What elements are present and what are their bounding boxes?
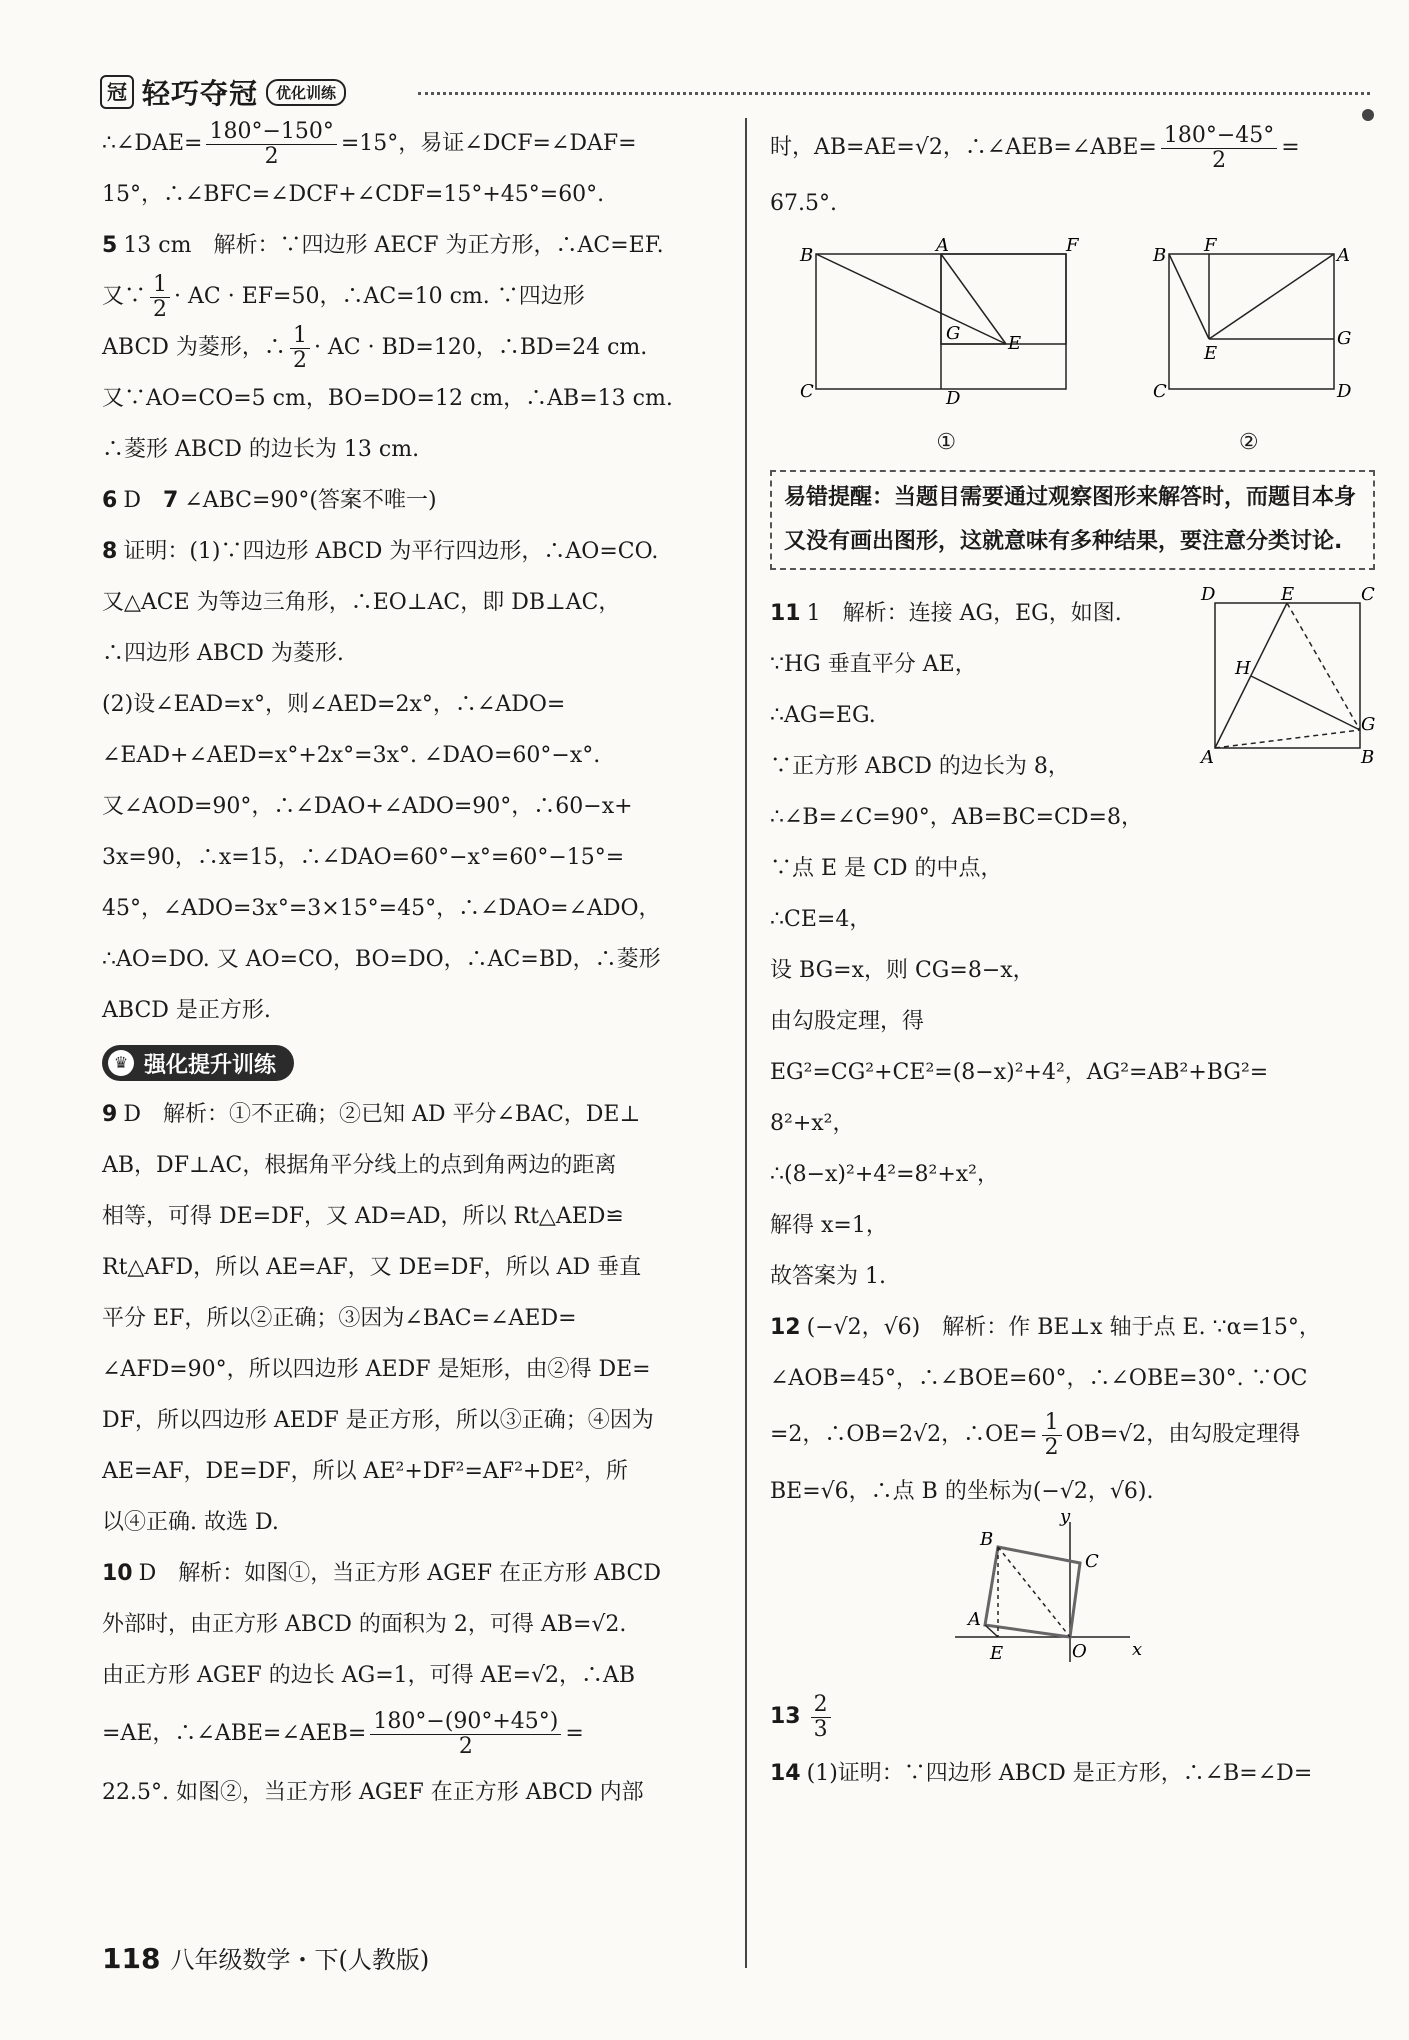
error-tip-label: 易错提醒：: [784, 485, 895, 510]
svg-text:E: E: [990, 1643, 1004, 1664]
answer-line: =2，∴OB=2√2，∴OE= $\frac{1}{2}$ OB=√2，由勾股定理得: [770, 1409, 1301, 1460]
svg-text:D: D: [1201, 584, 1216, 605]
section-banner: ♛ 强化提升训练: [102, 1045, 294, 1081]
answer-line: ∴菱形 ABCD 的边长为 13 cm.: [102, 437, 420, 462]
answer-line: 由正方形 AGEF 的边长 AG=1，可得 AE=√2，∴AB: [102, 1663, 636, 1688]
answer-line: 45°，∠ADO=3x°=3×15°=45°，∴∠DAO=∠ADO，: [102, 896, 661, 921]
svg-text:D: D: [1336, 381, 1352, 402]
answer-line: 故答案为 1.: [770, 1264, 886, 1289]
svg-text:O: O: [1072, 1641, 1087, 1662]
svg-text:G: G: [1361, 714, 1376, 735]
left-column: [102, 118, 722, 1818]
figure-q12: [770, 1506, 1375, 1686]
svg-text:H: H: [1235, 658, 1251, 679]
answer-line: 设 BG=x，则 CG=8−x，: [770, 958, 1035, 983]
answer-line: EG²=CG²+CE²=(8−x)²+4²，AG²=AB²+BG²=: [770, 1060, 1269, 1085]
question-8: 8 证明：(1)∵四边形 ABCD 为平行四边形，∴AO=CO.: [102, 539, 659, 564]
page-footer: [102, 1940, 429, 1975]
error-tip-box: [770, 470, 1375, 570]
brand: [100, 72, 346, 112]
answer-line: Rt△AFD，所以 AE=AF，又 DE=DF，所以 AD 垂直: [102, 1255, 642, 1280]
answer-line: 又∠AOD=90°，∴∠DAO+∠ADO=90°，∴60−x+: [102, 794, 633, 819]
fraction: $\frac{1}{2}$: [150, 273, 170, 322]
answer-line: ∴AO=DO. 又 AO=CO，BO=DO，∴AC=BD，∴菱形: [102, 947, 661, 972]
fraction: $\frac{180^\circ-45^\circ}{2}$: [1161, 124, 1277, 173]
svg-text:A: A: [936, 235, 950, 256]
svg-text:B: B: [800, 245, 814, 266]
fraction: $\frac{180^\circ-(90^\circ+45^\circ)}{2}$: [370, 1710, 561, 1759]
svg-text:C: C: [800, 381, 815, 402]
answer-line: ∠AOB=45°，∴∠BOE=60°，∴∠OBE=30°. ∵OC: [770, 1366, 1308, 1391]
answer-line: AE=AF，DE=DF，所以 AE²+DF²=AF²+DE²，所: [102, 1459, 628, 1484]
answer-line: 15°，∴∠BFC=∠DCF+∠CDF=15°+45°=60°.: [102, 182, 605, 207]
answer-line: 8²+x²，: [770, 1111, 855, 1136]
svg-text:C: C: [1152, 381, 1167, 402]
brand-name: 轻巧夺冠: [142, 77, 259, 110]
crown-icon: ♛: [108, 1050, 134, 1076]
answer-line: 相等，可得 DE=DF，又 AD=AD，所以 Rt△AED≌: [102, 1204, 624, 1229]
question-5: 5 13 cm 解析：∵四边形 AECF 为正方形，∴AC=EF.: [102, 233, 664, 258]
question-11-text: 11 1 解析：连接 AG，EG，如图. ∵HG 垂直平分 AE， ∴AG=EG. ∵正方形 ABCD 的边长为 8， ∴∠B=∠C=90°，AB=BC=CD=8， ∵点 E 是 CD 的中点， ∴CE=4， 设 BG=x，则 CG=8−x， 由勾股定理，得: [770, 588, 1143, 1047]
svg-text:y: y: [1060, 1506, 1071, 1527]
answer-line: ∵HG 垂直平分 AE，: [770, 652, 977, 677]
fraction: $\frac{1}{2}$: [290, 324, 310, 373]
svg-text:E: E: [1008, 333, 1022, 354]
answer-line: ∠EAD+∠AED=x°+2x°=3x°. ∠DAO=60°−x°.: [102, 743, 601, 768]
answer-line: ∴CE=4，: [770, 907, 872, 932]
answer-line: 又△ACE 为等边三角形，∴EO⊥AC，即 DB⊥AC，: [102, 590, 621, 615]
svg-text:B: B: [980, 1529, 994, 1550]
page-header: [100, 72, 1370, 108]
answer-line: 以④正确. 故选 D.: [102, 1510, 279, 1535]
question-9: 9 D 解析：①不正确；②已知 AD 平分∠BAC，DE⊥: [102, 1102, 641, 1127]
figure-1-diagram: [796, 235, 1096, 409]
answer-line: ∴(8−x)²+4²=8²+x²，: [770, 1162, 999, 1187]
answer-line: ∠AFD=90°，所以四边形 AEDF 是矩形，由②得 DE=: [102, 1357, 651, 1382]
answer-line: ABCD 为菱形，∴ $\frac{1}{2}$ · AC · BD=120，∴BD=24 cm.: [102, 322, 648, 373]
answer-line: (2)设∠EAD=x°，则∠AED=2x°，∴∠ADO=: [102, 692, 566, 717]
header-rule: [418, 92, 1370, 95]
figure-q11-diagram: [1195, 584, 1376, 768]
question-6-7: 6 D 7 ∠ABC=90°(答案不唯一): [102, 488, 437, 513]
question-11: [770, 584, 1376, 1047]
svg-text:D: D: [946, 388, 961, 409]
answer-line: 平分 EF，所以②正确；③因为∠BAC=∠AED=: [102, 1306, 577, 1331]
answer-line: 3x=90，∴x=15，∴∠DAO=60°−x°=60°−15°=: [102, 845, 625, 870]
answer-line: ∴∠B=∠C=90°，AB=BC=CD=8，: [770, 805, 1143, 830]
answer-line: 解得 x=1，: [770, 1213, 888, 1238]
question-13: 13 $\frac{2}{3}$: [770, 1686, 1375, 1748]
svg-text:B: B: [1361, 747, 1375, 768]
svg-text:A: A: [1201, 747, 1214, 768]
fraction: $\frac{180^\circ-150^\circ}{2}$: [206, 120, 336, 169]
svg-text:F: F: [1203, 235, 1217, 256]
answer-line: ∴AG=EG.: [770, 703, 876, 728]
answer-line: 22.5°. 如图②，当正方形 AGEF 在正方形 ABCD 内部: [102, 1780, 644, 1805]
svg-text:E: E: [1281, 584, 1295, 605]
footer-text: 八年级数学・下(人教版): [170, 1946, 430, 1974]
answer-line: 又∵AO=CO=5 cm，BO=DO=12 cm，∴AB=13 cm.: [102, 386, 673, 411]
brand-logo-icon: 冠: [100, 75, 134, 109]
answer-line: 由勾股定理，得: [770, 1009, 925, 1034]
svg-text:G: G: [946, 323, 961, 344]
answer-line: AB，DF⊥AC，根据角平分线上的点到角两边的距离: [102, 1153, 617, 1178]
error-tip-text: 当题目需要通过观察图形来解答时，而题目本身又没有画出图形，这就意味有多种结果，要注意分类讨论.: [784, 485, 1357, 554]
column-divider: [745, 118, 747, 1968]
figure-caption: ②: [1238, 430, 1259, 455]
svg-text:C: C: [1361, 584, 1375, 605]
answer-line: =AE，∴∠ABE=∠AEB= $\frac{180^\circ-(90^\circ+45^\circ)}{2}$ =: [102, 1708, 584, 1759]
answer-line: 外部时，由正方形 ABCD 的面积为 2，可得 AB=√2.: [102, 1612, 627, 1637]
question-14: 14 (1)证明：∵四边形 ABCD 是正方形，∴∠B=∠D=: [770, 1761, 1313, 1786]
svg-text:E: E: [1203, 343, 1217, 364]
svg-text:A: A: [968, 1609, 981, 1630]
answer-line: DF，所以四边形 AEDF 是正方形，所以③正确；④因为: [102, 1408, 654, 1433]
figures-q10: [770, 235, 1375, 458]
answer-line: ∵点 E 是 CD 的中点，: [770, 856, 1003, 881]
svg-text:B: B: [1152, 245, 1166, 266]
svg-text:C: C: [1085, 1551, 1099, 1572]
question-12: 12 (−√2，√6) 解析：作 BE⊥x 轴于点 E. ∵α=15°，: [770, 1315, 1321, 1340]
answer-line: 时，AB=AE=√2，∴∠AEB=∠ABE= $\frac{180^\circ-45^\circ}{2}$ =: [770, 122, 1300, 173]
answer-line: ∴∠DAE= $\frac{180^\circ-150^\circ}{2}$ =15°，易证∠DCF=∠DAF=: [102, 118, 637, 169]
question-10: 10 D 解析：如图①，当正方形 AGEF 在正方形 ABCD: [102, 1561, 661, 1586]
answer-line: BE=√6，∴点 B 的坐标为(−√2，√6).: [770, 1479, 1154, 1504]
answer-line: 67.5°.: [770, 191, 837, 216]
figure-caption: ①: [936, 430, 957, 455]
figure-1: [796, 235, 1096, 458]
right-column: [770, 118, 1375, 1799]
figure-q12-diagram: [950, 1506, 1150, 1667]
svg-text:A: A: [1336, 245, 1350, 266]
svg-text:x: x: [1132, 1639, 1143, 1660]
fraction: $\frac{1}{2}$: [1042, 1411, 1062, 1460]
page-number: 118: [102, 1942, 161, 1975]
answer-line: ∴四边形 ABCD 为菱形.: [102, 641, 344, 666]
answer-line: ∵正方形 ABCD 的边长为 8，: [770, 754, 1070, 779]
answer-line: ABCD 是正方形.: [102, 998, 271, 1023]
figure-2: [1149, 235, 1352, 458]
svg-text:F: F: [1066, 235, 1079, 256]
svg-text:G: G: [1336, 328, 1352, 349]
brand-subtitle: 优化训练: [266, 79, 346, 106]
figure-2-diagram: [1149, 235, 1352, 409]
answer-line: 又∵ $\frac{1}{2}$ · AC · EF=50，∴AC=10 cm. ∵四边形: [102, 271, 585, 322]
fraction: $\frac{2}{3}$: [811, 1693, 831, 1742]
